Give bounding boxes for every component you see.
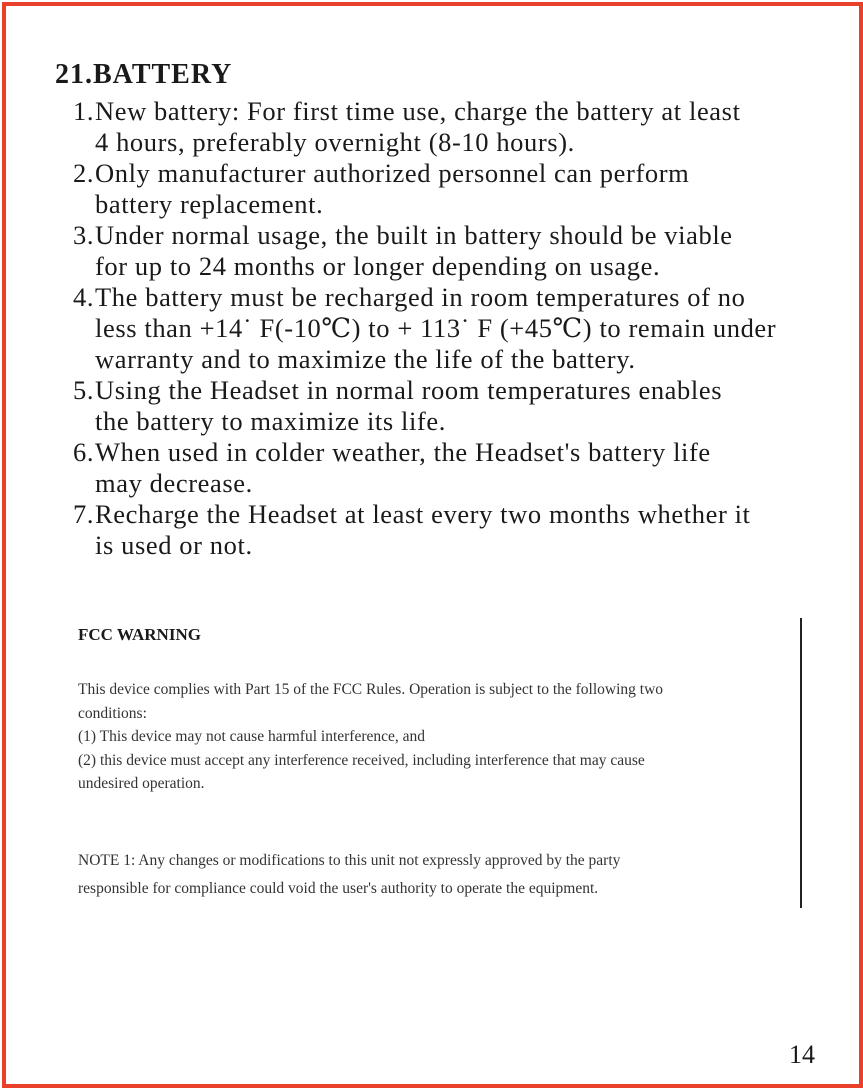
battery-item-line: Recharge the Headset at least every two months whether it <box>95 499 751 529</box>
battery-item-line: Under normal usage, the built in battery should be viable <box>95 220 733 250</box>
battery-item-number: 7. <box>73 499 95 529</box>
battery-item-line: Only manufacturer authorized personnel can perform <box>95 158 690 188</box>
section-title: 21.BATTERY <box>55 59 233 90</box>
page-number: 14 <box>789 1040 815 1069</box>
battery-item-number: 3. <box>73 220 95 250</box>
fcc-body-line: This device complies with Part 15 of the FCC Rules. Operation is subject to the following two <box>78 681 664 698</box>
battery-item-line: The battery must be recharged in room temperatures of no <box>95 282 746 312</box>
fcc-note-line: responsible for compliance could void the user's authority to operate the equipment. <box>78 880 599 897</box>
battery-item-number: 4. <box>73 282 95 312</box>
fcc-body <box>78 678 790 796</box>
battery-list <box>73 96 818 561</box>
fcc-note <box>78 847 790 903</box>
battery-item-line: Using the Headset in normal room temperatures enables <box>95 375 723 405</box>
battery-item-number: 2. <box>73 158 95 188</box>
battery-item-line: for up to 24 months or longer depending on usage. <box>95 251 661 281</box>
battery-item-line: New battery: For first time use, charge the battery at least <box>95 96 741 126</box>
battery-item-line: less than +14˙ F(-10℃) to + 113˙ F (+45℃) to remain under <box>95 313 777 343</box>
battery-item-5 <box>73 375 818 437</box>
battery-item-line: battery replacement. <box>95 189 324 219</box>
battery-item-line: is used or not. <box>95 530 253 560</box>
fcc-body-line: conditions: <box>78 704 147 722</box>
battery-item-1 <box>73 96 818 158</box>
battery-item-number: 1. <box>73 96 95 126</box>
battery-item-2 <box>73 158 818 220</box>
battery-item-line: When used in colder weather, the Headset's battery life <box>95 437 711 467</box>
fcc-warning-box <box>78 618 802 908</box>
battery-item-line: the battery to maximize its life. <box>95 406 446 436</box>
battery-item-7 <box>73 499 818 561</box>
fcc-body-line: (2) this device must accept any interference received, including interference that may cause <box>78 751 645 769</box>
battery-item-line: 4 hours, preferably overnight (8-10 hours). <box>95 127 575 157</box>
fcc-title: FCC WARNING <box>78 625 201 644</box>
battery-item-3 <box>73 220 818 282</box>
battery-item-number: 6. <box>73 437 95 467</box>
battery-item-4 <box>73 282 818 375</box>
fcc-note-line: NOTE 1: Any changes or modifications to this unit not expressly approved by the party <box>78 852 621 869</box>
battery-item-6 <box>73 437 818 499</box>
battery-item-number: 5. <box>73 375 95 405</box>
battery-item-line: may decrease. <box>95 468 253 498</box>
fcc-body-line: (1) This device may not cause harmful interference, and <box>78 728 426 745</box>
battery-item-line: warranty and to maximize the life of the battery. <box>95 344 636 374</box>
fcc-body-line: undesired operation. <box>78 775 205 792</box>
